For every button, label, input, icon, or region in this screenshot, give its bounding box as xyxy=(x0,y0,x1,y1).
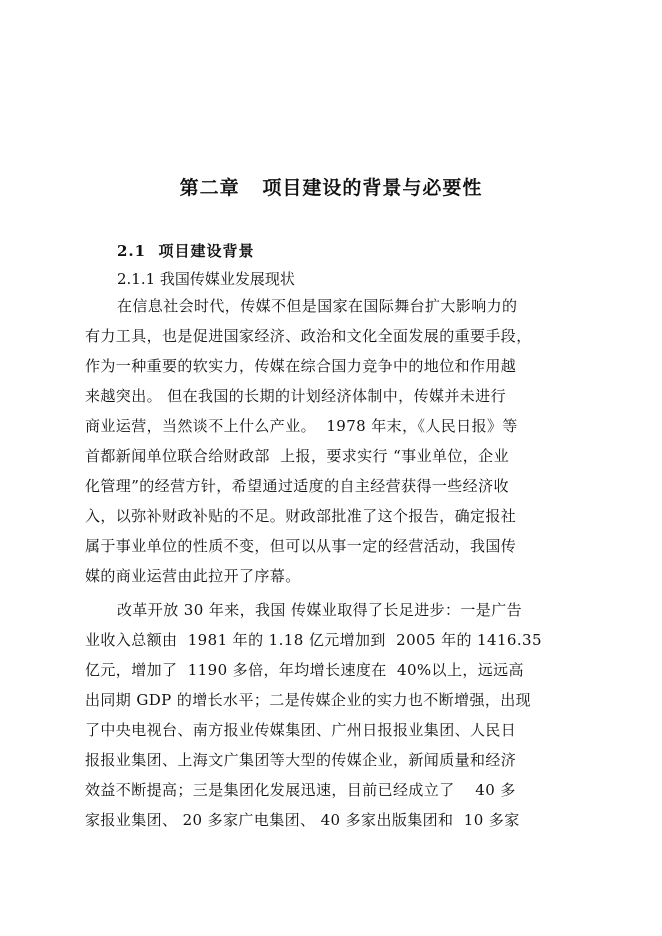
paragraph-line: 入，以弥补财政补贴的不足。财政部批准了这个报告，确定报社 xyxy=(85,507,517,525)
paragraph-line: 效益不断提高；三是集团化发展迅速，目前已经成立了 40 多 xyxy=(85,781,516,799)
section-heading: 2.1 项目建设背景 xyxy=(117,242,255,260)
subsection-heading: 2.1.1 我国传媒业发展现状 xyxy=(117,270,295,288)
paragraph-line: 作为一种重要的软实力，传媒在综合国力竞争中的地位和作用越 xyxy=(85,357,517,375)
paragraph-line: 在信息社会时代，传媒不但是国家在国际舞台扩大影响力的 xyxy=(117,297,518,315)
paragraph-line: 家报业集团、 20 多家广电集团、 40 多家出版集团和 10 多家 xyxy=(85,811,520,829)
paragraph-line: 首都新闻单位联合给财政部 上报，要求实行 “事业单位，企业 xyxy=(85,447,509,465)
paragraph-line: 来越突出。 但在我国的长期的计划经济体制中，传媒并未进行 xyxy=(85,387,506,405)
paragraph-line: 化管理”的经营方针，希望通过适度的自主经营获得一些经济收 xyxy=(85,477,509,495)
paragraph-line: 出同期 GDP 的增长水平；二是传媒企业的实力也不断增强，出现 xyxy=(85,691,532,709)
paragraph-line: 业收入总额由 1981 年的 1.18 亿元增加到 2005 年的 1416.35 xyxy=(85,631,542,649)
chapter-title: 第二章 项目建设的背景与必要性 xyxy=(179,177,483,199)
paragraph-line: 了中央电视台、南方报业传媒集团、广州日报报业集团、人民日 xyxy=(85,721,517,739)
paragraph-line: 有力工具，也是促进国家经济、政治和文化全面发展的重要手段， xyxy=(85,327,532,345)
paragraph-line: 报报业集团、上海文广集团等大型的传媒企业，新闻质量和经济 xyxy=(85,751,517,769)
paragraph-line: 属于事业单位的性质不变，但可以从事一定的经营活动，我国传 xyxy=(85,537,517,555)
paragraph-line: 改革开放 30 年来，我国 传媒业取得了长足进步：一是广告 xyxy=(117,601,522,619)
paragraph-line: 商业运营，当然谈不上什么产业。 1978 年末，《人民日报》等 xyxy=(85,417,518,435)
paragraph-line: 媒的商业运营由此拉开了序幕。 xyxy=(85,567,301,585)
paragraph-line: 亿元，增加了 1190 多倍，年均增长速度在 40%以上，远远高 xyxy=(85,661,524,679)
